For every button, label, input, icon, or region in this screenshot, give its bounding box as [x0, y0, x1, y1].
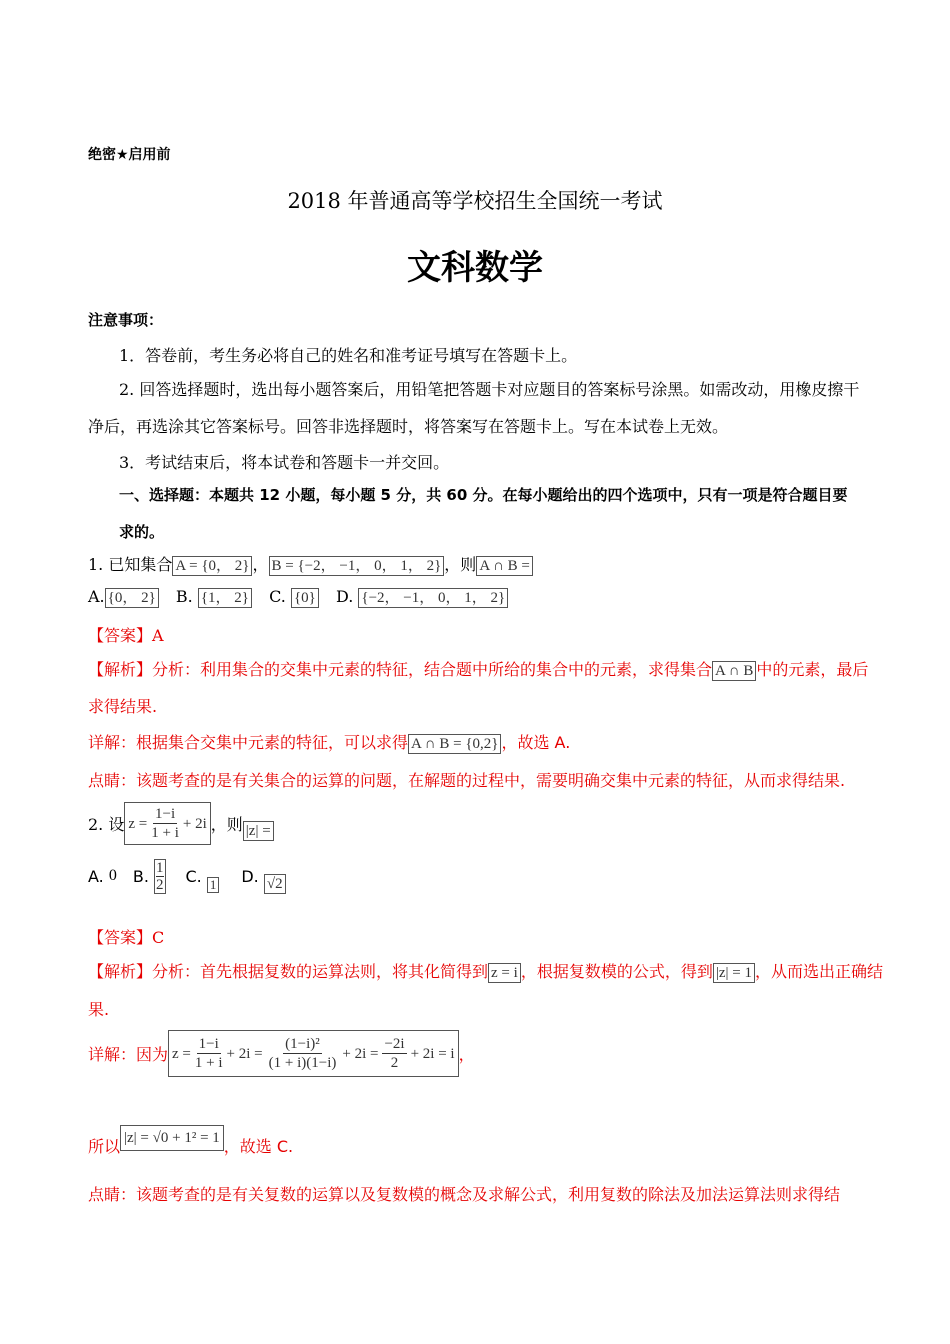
section-heading: 一、选择题：本题共 12 小题，每小题 5 分，共 60 分。在每小题给出的四个选项中，只有一项是符合题目要 [119, 486, 848, 504]
q1-analysis: 【解析】分析：利用集合的交集中元素的特征，结合题中所给的集合中的元素，求得集合 A ∩ B 中的元素，最后 [88, 660, 869, 679]
option-c: C. {0} [269, 587, 319, 606]
z-simplification-formula: z = $\frac{1-i}{1 + i}$ + 2i = $\frac{\text{(1−i)²}}{(1 + i)(1-i)}$ + 2i = $\frac{-2i}{2}$ + 2i = i [168, 1030, 459, 1077]
notice-item-2: 2. 回答选择题时，选出每小题答案后，用铅笔把答题卡对应题目的答案标号涂黑。如需改动，用橡皮擦干 [119, 380, 860, 399]
intersection-formula: A ∩ B = [476, 556, 533, 576]
secret-label: 绝密★启用前 [88, 147, 171, 163]
notice-item-2-cont: 净后，再选涂其它答案标号。回答非选择题时，将答案写在答题卡上。写在本试卷上无效。 [88, 417, 729, 436]
q2-conclusion: 所以 |z| = √0 + 1² = 1 ，故选 C. [88, 1118, 293, 1157]
q2-detail: 详解：因为 z = $\frac{1-i}{1 + i}$ + 2i = $\frac{\text{(1−i)²}}{(1 + i)(1-i)}$ + 2i = $\frac{-2i}{2}$ + 2i = i ， [88, 1030, 475, 1077]
notice-item-1: 1．答卷前，考生务必将自己的姓名和准考证号填写在答题卡上。 [119, 346, 578, 365]
option-d: D. {−2， −1， 0， 1， 2} [336, 587, 508, 606]
question-2-stem: 2. 设 z = $\frac{1-i}{1 + i}$ + 2i ，则 |z| = [88, 802, 274, 845]
q1-answer: 【答案】A [88, 626, 164, 645]
question-2-options: A. 0 B. 1 2 C. 1 D. √2 [88, 858, 286, 894]
intersection-formula: A ∩ B [712, 661, 756, 681]
q2-analysis: 【解析】分析：首先根据复数的运算法则，将其化简得到 z = i ，根据复数模的公式，得到 |z| = 1 ，从而选出正确结 [88, 962, 883, 981]
exam-title: 2018 年普通高等学校招生全国统一考试 [287, 189, 663, 213]
set-b-formula: B = {−2， −1， 0， 1， 2} [269, 556, 445, 576]
z-equals-i-formula: z = i [488, 963, 521, 983]
z-definition-formula: z = $\frac{1-i}{1 + i}$ + 2i [124, 802, 210, 845]
subject-title: 文科数学 [407, 248, 543, 288]
modulus-formula: |z| = [243, 821, 274, 841]
notice-heading: 注意事项： [88, 311, 164, 329]
question-1-stem: 1. 已知集合 A = {0， 2} ， B = {−2， −1， 0， 1， 2} ，则 A ∩ B = [88, 552, 533, 576]
one-half-formula: 1 2 [156, 859, 164, 893]
q2-analysis-cont: 果. [88, 1000, 110, 1019]
set-a-formula: A = {0， 2} [172, 556, 252, 576]
modulus-result-formula: |z| = 1 [713, 963, 755, 983]
section-heading-cont: 求的。 [119, 523, 165, 541]
option-b: B. {1， 2} [176, 587, 252, 606]
question-1-options [88, 587, 508, 608]
sqrt-two-formula: √2 [264, 874, 286, 894]
one-formula: 1 [207, 877, 220, 893]
q1-analysis-cont: 求得结果. [88, 697, 158, 716]
q2-answer: 【答案】C [88, 928, 165, 947]
q1-comment: 点睛：该题考查的是有关集合的运算的问题，在解题的过程中，需要明确交集中元素的特征，从而求得结果. [88, 771, 846, 790]
modulus-computation-formula: |z| = √0 + 1² = 1 [120, 1125, 224, 1151]
option-a: A. {0， 2} [88, 587, 159, 606]
q1-detail: 详解：根据集合交集中元素的特征，可以求得 A ∩ B = {0,2} ，故选 A. [88, 733, 571, 752]
q2-comment: 点睛：该题考查的是有关复数的运算以及复数模的概念及求解公式，利用复数的除法及加法运算法则求得结 [88, 1185, 841, 1204]
notice-item-3: 3．考试结束后，将本试卷和答题卡一并交回。 [119, 453, 450, 472]
result-formula: A ∩ B = {0,2} [408, 734, 501, 754]
